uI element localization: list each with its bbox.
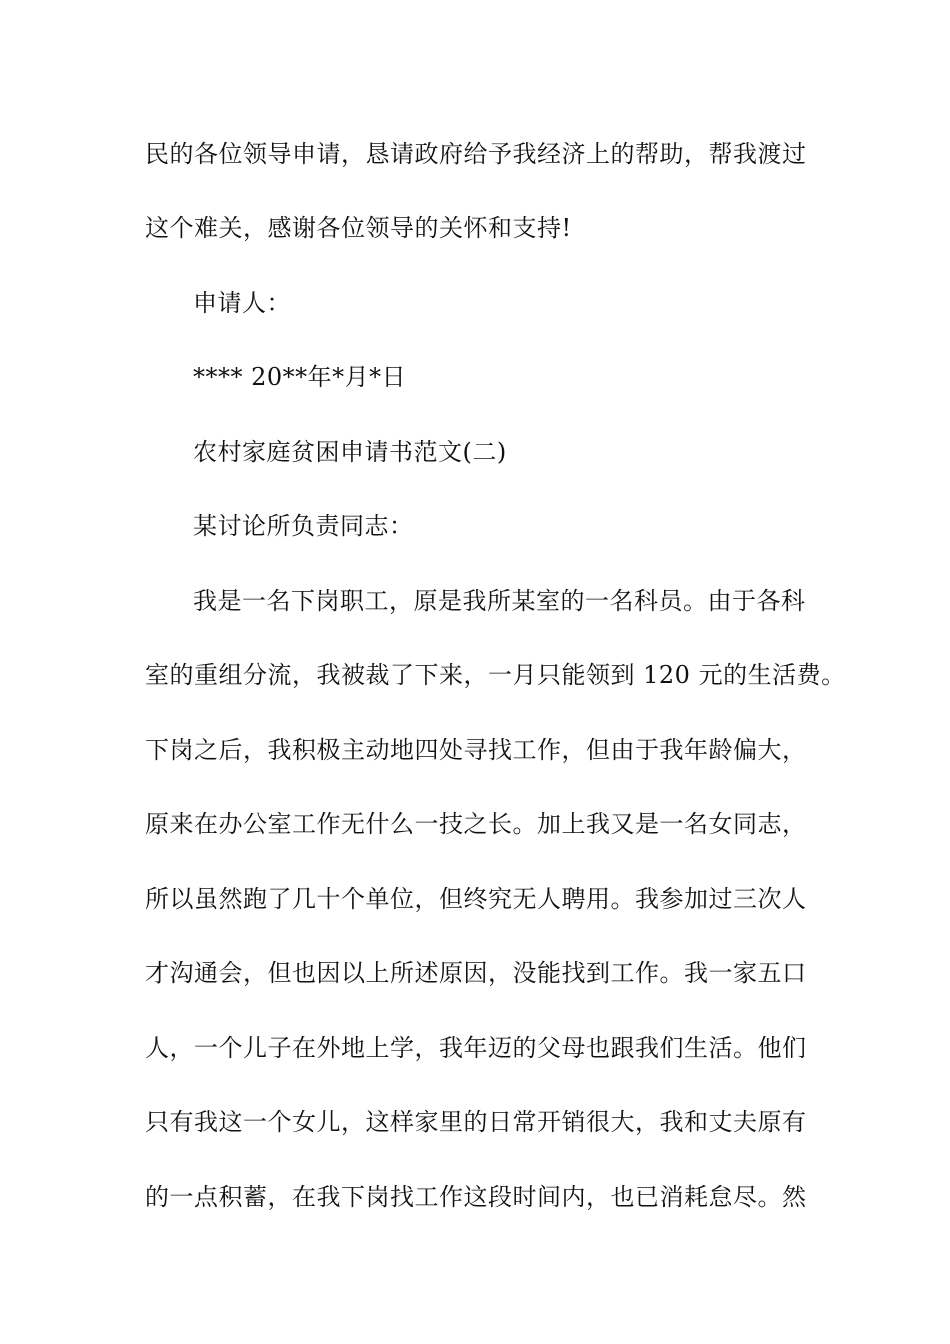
text-line-7: 我是一名下岗职工，原是我所某室的一名科员。由于各科 bbox=[193, 587, 806, 615]
text-line-11: 所以虽然跑了几十个单位，但终究无人聘用。我参加过三次人 bbox=[145, 885, 807, 913]
text-line-2: 这个难关，感谢各位领导的关怀和支持! bbox=[145, 214, 572, 242]
text-line-14: 只有我这一个女儿，这样家里的日常开销很大，我和丈夫原有 bbox=[145, 1108, 807, 1136]
section-title: 农村家庭贫困申请书范文(二) bbox=[193, 438, 507, 466]
text-line-15: 的一点积蓄，在我下岗找工作这段时间内，也已消耗怠尽。然 bbox=[145, 1183, 807, 1211]
text-line-10: 原来在办公室工作无什么一技之长。加上我又是一名女同志， bbox=[145, 810, 807, 838]
text-line-1: 民的各位领导申请，恳请政府给予我经济上的帮助，帮我渡过 bbox=[145, 140, 807, 168]
text-line-13: 人，一个儿子在外地上学，我年迈的父母也跟我们生活。他们 bbox=[145, 1034, 807, 1062]
salutation: 某讨论所负责同志： bbox=[193, 512, 414, 540]
signature-date: **** 20**年*月*日 bbox=[193, 363, 407, 391]
text-line-9: 下岗之后，我积极主动地四处寻找工作，但由于我年龄偏大， bbox=[145, 736, 807, 764]
applicant-label: 申请人： bbox=[193, 289, 291, 317]
text-line-8: 室的重组分流，我被裁了下来，一月只能领到 120 元的生活费。 bbox=[145, 661, 846, 689]
text-line-12: 才沟通会，但也因以上所述原因，没能找到工作。我一家五口 bbox=[145, 959, 807, 987]
